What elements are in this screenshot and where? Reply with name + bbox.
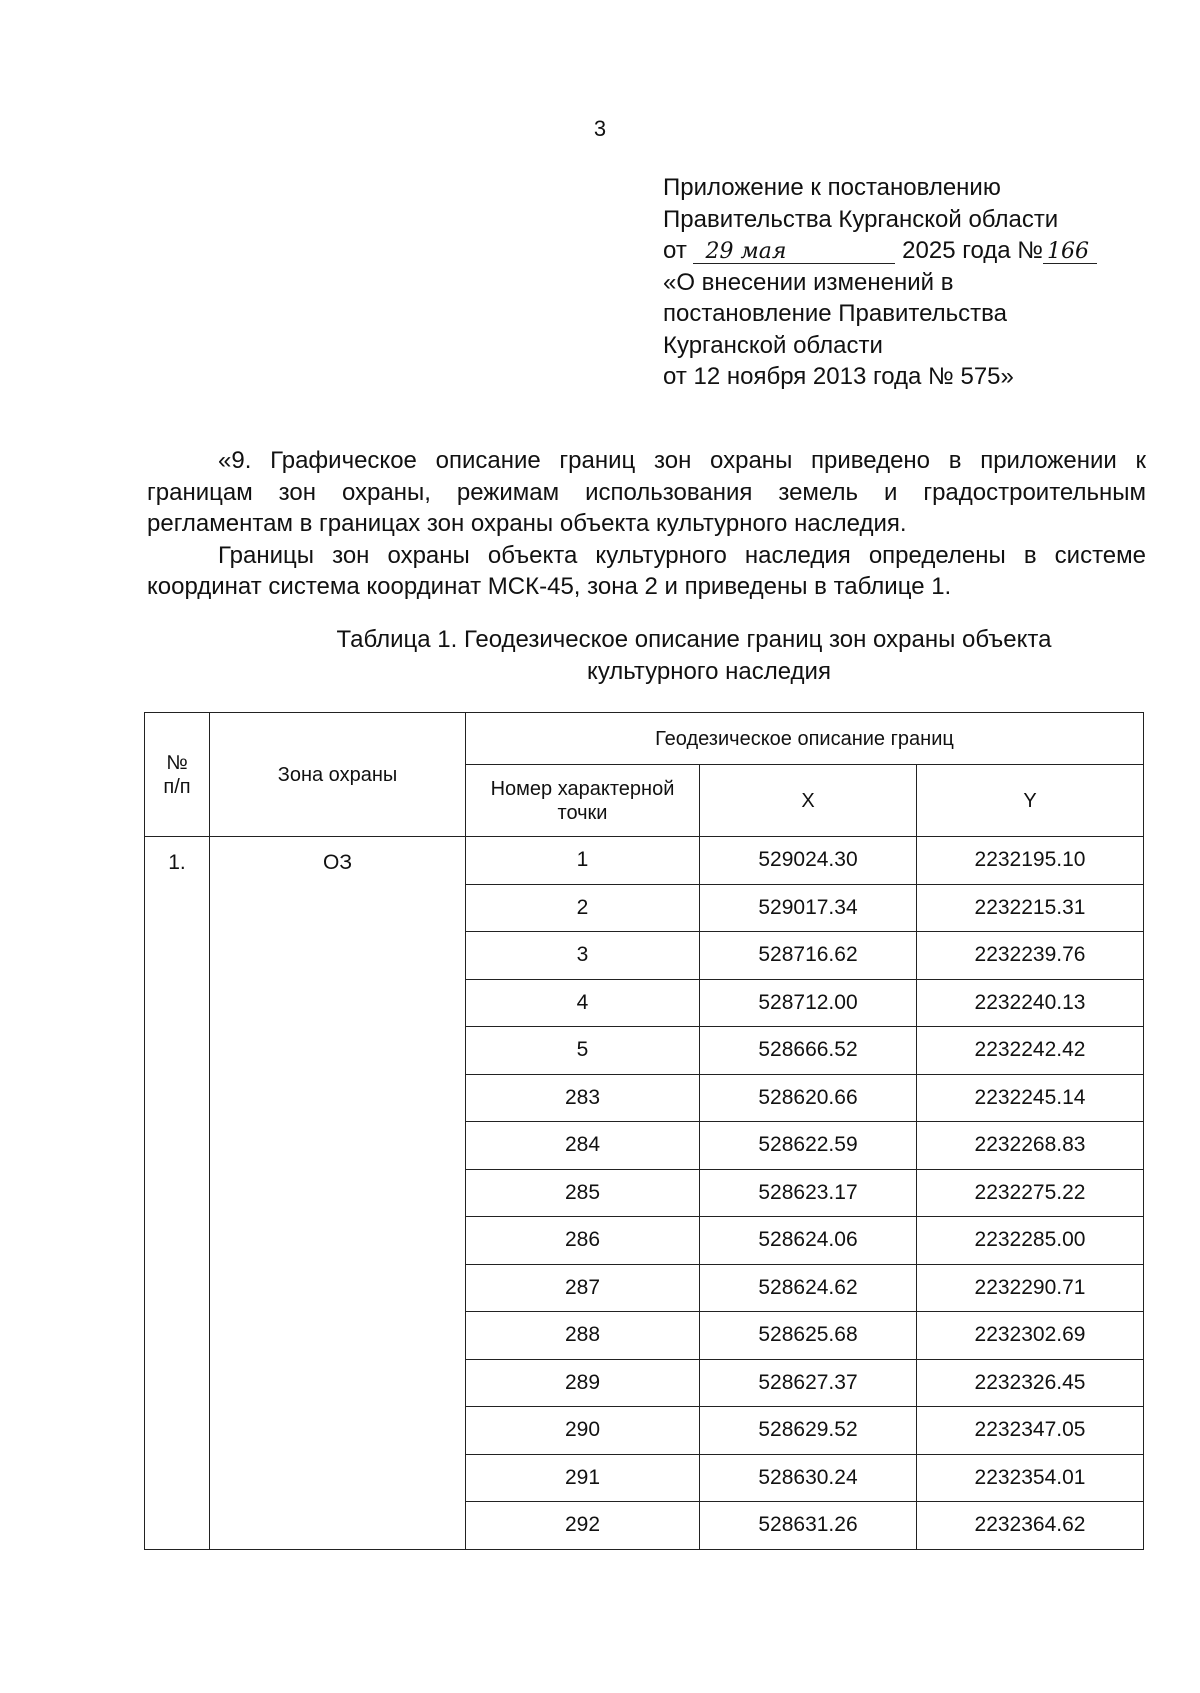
cell-x: 528666.52 (700, 1027, 917, 1075)
cell-point: 4 (466, 979, 700, 1027)
table-caption (147, 624, 1146, 687)
appendix-date-line (663, 235, 1097, 267)
header-zone: Зона охраны (210, 713, 466, 837)
cell-point: 291 (466, 1454, 700, 1502)
appendix-line: Правительства Курганской области (663, 205, 1059, 233)
appendix-line: постановление Правительства (663, 300, 1007, 327)
cell-y: 2232326.45 (917, 1359, 1144, 1407)
cell-y: 2232239.76 (917, 932, 1144, 980)
cell-point: 287 (466, 1264, 700, 1312)
cell-x: 528716.62 (700, 932, 917, 980)
cell-x: 528627.37 (700, 1359, 917, 1407)
caption-line: Таблица 1. Геодезическое описание границ зон охраны объекта (336, 626, 1052, 653)
cell-y: 2232364.62 (917, 1502, 1144, 1550)
cell-x: 528712.00 (700, 979, 917, 1027)
cell-x: 528624.06 (700, 1217, 917, 1265)
cell-y: 2232242.42 (917, 1027, 1144, 1075)
appendix-line: Приложение к постановлению (663, 174, 1001, 201)
cell-y: 2232290.71 (917, 1264, 1144, 1312)
header-num: № п/п (145, 713, 210, 837)
cell-x: 528631.26 (700, 1502, 917, 1550)
cell-x: 528623.17 (700, 1169, 917, 1217)
coordinates-table (144, 712, 1144, 1550)
cell-point: 292 (466, 1502, 700, 1550)
page-number: 3 (593, 116, 607, 141)
cell-point: 286 (466, 1217, 700, 1265)
cell-y: 2232240.13 (917, 979, 1144, 1027)
appendix-line: от 12 ноября 2013 года № 575» (663, 363, 1014, 390)
cell-y: 2232354.01 (917, 1454, 1144, 1502)
cell-x: 528622.59 (700, 1122, 917, 1170)
cell-x: 528620.66 (700, 1074, 917, 1122)
cell-y: 2232268.83 (917, 1122, 1144, 1170)
caption-line: культурного наследия (587, 657, 831, 685)
header-y: Y (917, 765, 1144, 837)
cell-x: 528625.68 (700, 1312, 917, 1360)
cell-point: 2 (466, 884, 700, 932)
cell-x: 528629.52 (700, 1407, 917, 1455)
cell-zone: ОЗ (210, 837, 466, 1550)
cell-point: 289 (466, 1359, 700, 1407)
cell-y: 2232285.00 (917, 1217, 1144, 1265)
cell-y: 2232347.05 (917, 1407, 1144, 1455)
date-prefix: от (663, 237, 687, 264)
cell-x: 529024.30 (700, 837, 917, 885)
appendix-line: «О внесении изменений в (663, 268, 954, 296)
cell-point: 1 (466, 837, 700, 885)
handwritten-date: 29 мая (693, 241, 895, 264)
year-text: 2025 года № (902, 237, 1044, 264)
cell-y: 2232215.31 (917, 884, 1144, 932)
cell-y: 2232302.69 (917, 1312, 1144, 1360)
table-body (145, 837, 1144, 1550)
cell-x: 528630.24 (700, 1454, 917, 1502)
cell-point: 5 (466, 1027, 700, 1075)
cell-x: 528624.62 (700, 1264, 917, 1312)
appendix-line: Курганской области (663, 331, 883, 359)
cell-x: 529017.34 (700, 884, 917, 932)
table-row (145, 837, 1144, 885)
cell-point: 290 (466, 1407, 700, 1455)
header-point: Номер характерной точки (466, 765, 700, 837)
header-x: X (700, 765, 917, 837)
header-geo: Геодезическое описание границ (466, 713, 1144, 765)
cell-point: 285 (466, 1169, 700, 1217)
cell-y: 2232195.10 (917, 837, 1144, 885)
cell-point: 284 (466, 1122, 700, 1170)
appendix-header (663, 172, 1097, 393)
handwritten-number: 166 (1043, 241, 1097, 264)
cell-point: 283 (466, 1074, 700, 1122)
cell-y: 2232245.14 (917, 1074, 1144, 1122)
cell-y: 2232275.22 (917, 1169, 1144, 1217)
body-text (147, 445, 1146, 603)
paragraph: Границы зон охраны объекта культурного наследия определены в системе координат система координат МСК-45, зона 2 и приведены в таблице 1. (147, 541, 1146, 600)
paragraph: «9. Графическое описание границ зон охраны приведено в приложении к границам зон охраны, режимам использования земель и градостроительным регламентам в границах зон охраны объекта культурного наследия. (147, 447, 1146, 537)
cell-point: 3 (466, 932, 700, 980)
cell-row-number: 1. (145, 837, 210, 1550)
cell-point: 288 (466, 1312, 700, 1360)
